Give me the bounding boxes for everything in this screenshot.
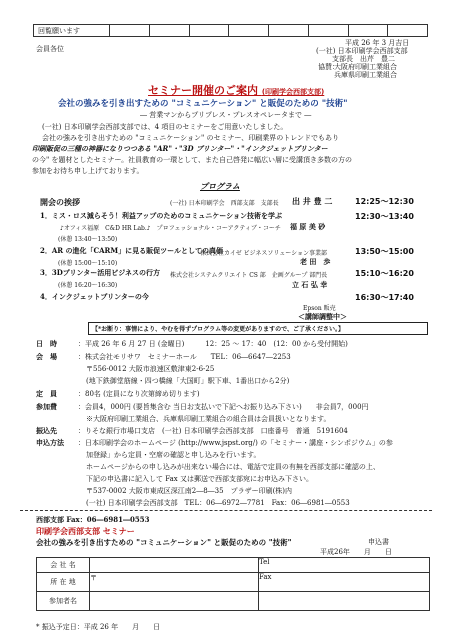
- title-sub: (印刷学会西部支部): [261, 88, 325, 96]
- item4-speaker: ＜講師調整中＞: [298, 312, 347, 321]
- program-note-box: [88, 322, 428, 335]
- detail-apply-2: 加登録」から定員・空席の確認と申し込みを行います。: [86, 451, 261, 459]
- intro-line-2: 会社の強みを引き出すための "コミュニケーション" のセミナー、印刷業界のトレンドでもあり: [42, 134, 340, 142]
- detail-fee-note: ※大阪府印刷工業組合、兵庫県印刷工業組合の組合員は会員扱いとなります。: [86, 415, 331, 423]
- form-address-field[interactable]: [90, 573, 259, 592]
- item2-time: 13:50～15:00: [355, 247, 414, 256]
- intro-line-5: 参加をお待ち申し上げております。: [32, 167, 144, 175]
- item3-time: 15:10～16:20: [355, 269, 414, 278]
- header-coop1: 大阪府印刷工業組合: [334, 63, 397, 71]
- item2-break: (休憩 15:00～15:10): [58, 260, 118, 267]
- item3-title: 3．3Dプリンター活用ビジネスの行方: [40, 268, 161, 277]
- application-form-table: [36, 557, 430, 611]
- form-tel-field[interactable]: [259, 558, 430, 573]
- form-postal-label: 〒: [90, 574, 97, 582]
- item2-speaker-org: 株式会社カイゼ ビジネスソリューション事業部: [200, 250, 327, 257]
- detail-label-bank: 振込先: [36, 426, 57, 435]
- detail-apply-3: ホームページからの申し込みが出来ない場合には、電話で定員の有無を西部支部に確認の上、: [86, 463, 380, 471]
- form-fax-label: Fax: [259, 573, 272, 581]
- header-org: (一社) 日本印刷学会西部支部: [316, 47, 408, 55]
- program-heading: プログラム: [200, 181, 240, 191]
- detail-apply-5: 〒537-0002 大阪市東成区深江南2―8―35 プラザー印刷(株)内: [86, 487, 293, 495]
- form-apply: 申込書: [368, 538, 389, 546]
- form-date: 平成26年 月 日: [320, 548, 392, 556]
- program-note: 【*お断り：事情により、やむを得ずプログラム等の変更がありますので、ご了承ください。】: [92, 326, 344, 333]
- opening-name: 出 井 豊 二: [292, 196, 333, 206]
- intro-line-4: の今" を題材としたセミナー。社員教育の一環として、また自己啓発に幅広い層に受講頂き多数の方の: [32, 156, 353, 164]
- cut-line: [20, 510, 432, 511]
- intro-line-1: (一社) 日本印刷学会西部支部では、4 項目のセミナーをご用意いたしました。: [42, 123, 288, 131]
- opening-org: (一社) 日本印刷学会 西部支部 支部長: [170, 200, 279, 207]
- detail-date: ：平成 26 年 6 月 27 日 (金曜日) 12：25 ～ 17：40 (12：00 から受付開始): [78, 340, 348, 348]
- addressee: 会員各位: [36, 45, 64, 53]
- form-participants-field-1[interactable]: [90, 592, 259, 611]
- form-fax-field[interactable]: [259, 573, 430, 592]
- detail-fee: ：会員4，000円 (要旨集含む 当日お支払いで下記へお振り込み下さい) 非会員7，000円: [78, 403, 369, 411]
- title-main: セミナー開催のご案内: [148, 84, 258, 97]
- item3-break: (休憩 16:20～16:30): [58, 282, 118, 289]
- form-participants-label: 参加者名: [37, 592, 90, 611]
- item4-title: 4．インクジェットプリンターの今: [40, 292, 149, 301]
- detail-label-apply: 申込方法: [36, 438, 64, 447]
- item2-title: 2．AR の進化「CARM」に見る販促ツールとしての真価: [40, 246, 223, 255]
- form-fax-line: 西部支部 Fax：06―6981―0553: [36, 515, 150, 524]
- form-address-label: 所 在 地: [37, 573, 90, 592]
- opening-label: 開会の挨拶: [40, 197, 80, 207]
- item4-speaker-org: Epson 販売: [303, 305, 336, 312]
- detail-label-fee: 参加費: [36, 402, 57, 411]
- form-participants-field-2[interactable]: [259, 592, 430, 611]
- form-company-field[interactable]: [90, 558, 259, 573]
- subtitle2: ― 営業マンからプリプレス・プレスオペレータまで ―: [140, 111, 312, 119]
- item1-break: (休憩 13:40～13:50): [58, 236, 118, 243]
- detail-apply-1: ：日本印刷学会のホームページ (http://www.jspst.org/) の「セミナー・講座・シンポジウム」の参: [78, 439, 393, 447]
- circulation-table: [33, 24, 428, 37]
- item3-speaker-org: 株式会社システムクリエイト CS 部 企画グループ 部門長: [170, 272, 328, 279]
- header-chief: 支部長 出芹 豊二: [332, 55, 395, 63]
- item1-speaker: 福 原 美 砂: [290, 222, 326, 231]
- detail-apply-4: 下記の申込書に記入して Fax 又は郵送で西部支部宛にお申込み下さい。: [86, 475, 313, 483]
- header-coop2: 兵庫県印刷工業組合: [334, 71, 397, 79]
- page-title: [148, 82, 324, 98]
- detail-label-venue: 会 場: [36, 352, 57, 361]
- detail-label-capacity: 定 員: [36, 389, 57, 398]
- item4-time: 16:30～17:40: [355, 293, 414, 302]
- form-org-line: 印刷学会西部支部 セミナー: [36, 526, 135, 536]
- item3-speaker: 立 石 弘 幸: [292, 280, 328, 289]
- header-date: 平成 26 年 3 月吉日: [345, 39, 410, 47]
- item1-title: 1．ミス・ロス減らそう！利益アップのためのコミュニケーション技術を学ぶ: [40, 211, 282, 220]
- item1-speaker-org: ♪オフィス福原 C&D HR Lab.♪ プロフェッショナル・コーアクティブ・コーチ: [60, 225, 281, 232]
- header-cooperation-label: 協賛：: [318, 63, 339, 71]
- detail-apply-6: (一社) 日本印刷学会西部支部 TEL：06―6972―7781 Fax：06―6981―0553: [86, 499, 350, 507]
- detail-capacity: ：80名 (定員になり次第締め切ります): [78, 390, 200, 398]
- detail-access: (地下鉄御堂筋線・四つ橋線「大国町」駅下車、1番出口から2分): [86, 377, 290, 385]
- form-title: 会社の強みを引き出すための "コミュニケーション" と販促のための "技術": [36, 538, 292, 547]
- detail-address: 〒556-0012 大阪市浪速区敷津東2-6-25: [86, 365, 215, 373]
- detail-label-date: 日 時: [36, 339, 57, 348]
- item2-speaker: 老 田 歩: [300, 257, 331, 266]
- form-footer: * 振込予定日：平成 26 年 月 日: [36, 623, 161, 631]
- form-tel-label: Tel: [259, 558, 270, 566]
- detail-bank: ：りそな銀行市場口支店 (一社) 日本印刷学会西部支部 口座番号 普通 5191604: [78, 427, 348, 435]
- item1-time: 12:30～13:40: [355, 212, 414, 221]
- subtitle: 会社の強みを引き出すための "コミュニケーション" と販促のための "技術": [58, 99, 348, 109]
- detail-venue: ：株式会社モリサワ セミナーホール TEL：06―6647―2253: [78, 353, 291, 361]
- circulation-label: 回覧願います: [34, 25, 110, 37]
- form-company-label: 会 社 名: [37, 558, 90, 573]
- opening-time: 12:25～12:30: [355, 197, 414, 206]
- intro-line-3: 印刷販促の三種の神器になりつつある "AR"・"3D プリンター"・"インクジェットプリンター: [32, 144, 328, 153]
